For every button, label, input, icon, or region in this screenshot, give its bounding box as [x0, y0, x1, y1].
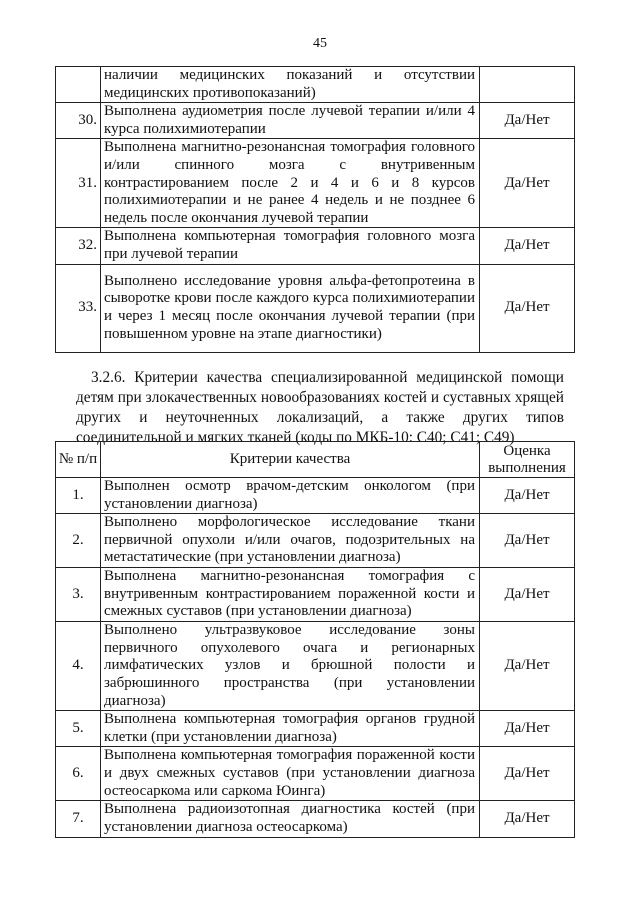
row-number: 6.: [56, 747, 101, 801]
assessment-value: Да/Нет: [480, 514, 575, 568]
section-heading-paragraph: 3.2.6. Критерии качества специализированной медицинской помощи детям при злокачественных новообразованиях костей и суставных хрящей других и неуточненных локализаций, а также других типов соединительной и мягких тканей (коды по МКБ-10: С40; С41; С49): [76, 369, 564, 446]
criterion-text: Выполнено морфологическое исследование ткани первичной опухоли и/или очагов, подозрительных на метастатические (при установлении диагноза): [101, 514, 480, 568]
criterion-text: наличии медицинских показаний и отсутствии медицинских противопоказаний): [101, 67, 480, 103]
quality-criteria-table: [55, 441, 575, 838]
criterion-text: Выполнена компьютерная томография органов грудной клетки (при установлении диагноза): [101, 711, 480, 747]
row-number: [56, 67, 101, 103]
row-number: 1.: [56, 478, 101, 514]
assessment-value: Да/Нет: [480, 711, 575, 747]
assessment-value: Да/Нет: [480, 139, 575, 228]
table-row: [56, 801, 575, 837]
table-row: [56, 514, 575, 568]
row-number: 31.: [56, 139, 101, 228]
assessment-value: Да/Нет: [480, 103, 575, 139]
row-number: 4.: [56, 622, 101, 711]
assessment-value: Да/Нет: [480, 478, 575, 514]
table-header-row: [56, 442, 575, 478]
assessment-value: Да/Нет: [480, 264, 575, 352]
table-row: [56, 478, 575, 514]
table-row: [56, 139, 575, 228]
criterion-text: Выполнена магнитно-резонансная томография с внутривенным контрастированием пораженной кости и смежных суставов (при установлении диагноза): [101, 568, 480, 622]
table-row: [56, 228, 575, 264]
assessment-value: Да/Нет: [480, 622, 575, 711]
assessment-value: Да/Нет: [480, 228, 575, 264]
row-number: 3.: [56, 568, 101, 622]
row-number: 5.: [56, 711, 101, 747]
assessment-value: Да/Нет: [480, 801, 575, 837]
assessment-value: [480, 67, 575, 103]
assessment-value: Да/Нет: [480, 747, 575, 801]
table-row: [56, 67, 575, 103]
criterion-text: Выполнена аудиометрия после лучевой терапии и/или 4 курса полихимиотерапии: [101, 103, 480, 139]
column-header-number: № п/п: [56, 442, 101, 478]
assessment-value: Да/Нет: [480, 568, 575, 622]
table-row: [56, 568, 575, 622]
page-number: 45: [313, 36, 327, 51]
criterion-text: Выполнена магнитно-резонансная томография головного и/или спинного мозга с внутривенным контрастированием после 2 и 4 и 6 и 8 курсов полихимиотерапии и не ранее 4 недель и не позднее 6 недель после окончания лучевой терапии: [101, 139, 480, 228]
table-row: [56, 622, 575, 711]
column-header-criteria: Критерии качества: [101, 442, 480, 478]
column-header-assessment: Оценка выполнения: [480, 442, 575, 478]
criterion-text: Выполнена компьютерная томография пораженной кости и двух смежных суставов (при установлении диагноза остеосаркома или саркома Юинга): [101, 747, 480, 801]
row-number: 2.: [56, 514, 101, 568]
table-row: [56, 264, 575, 352]
criterion-text: Выполнена компьютерная томография головного мозга при лучевой терапии: [101, 228, 480, 264]
criterion-text: Выполнена радиоизотопная диагностика костей (при установлении диагноза остеосаркома): [101, 801, 480, 837]
table-row: [56, 747, 575, 801]
criteria-table-continued: [55, 66, 575, 353]
criterion-text: Выполнен осмотр врачом-детским онкологом (при установлении диагноза): [101, 478, 480, 514]
table-row: [56, 711, 575, 747]
row-number: 33.: [56, 264, 101, 352]
criterion-text: Выполнено ультразвуковое исследование зоны первичного опухолевого очага и регионарных лимфатических узлов и брюшной полости и забрюшинного пространства (при установлении диагноза): [101, 622, 480, 711]
row-number: 32.: [56, 228, 101, 264]
criterion-text: Выполнено исследование уровня альфа-фетопротеина в сыворотке крови после каждого курса полихимиотерапии и через 1 месяц после окончания лучевой терапии (при повышенном уровне на этапе диагностики): [101, 264, 480, 352]
row-number: 30.: [56, 103, 101, 139]
table-row: [56, 103, 575, 139]
row-number: 7.: [56, 801, 101, 837]
